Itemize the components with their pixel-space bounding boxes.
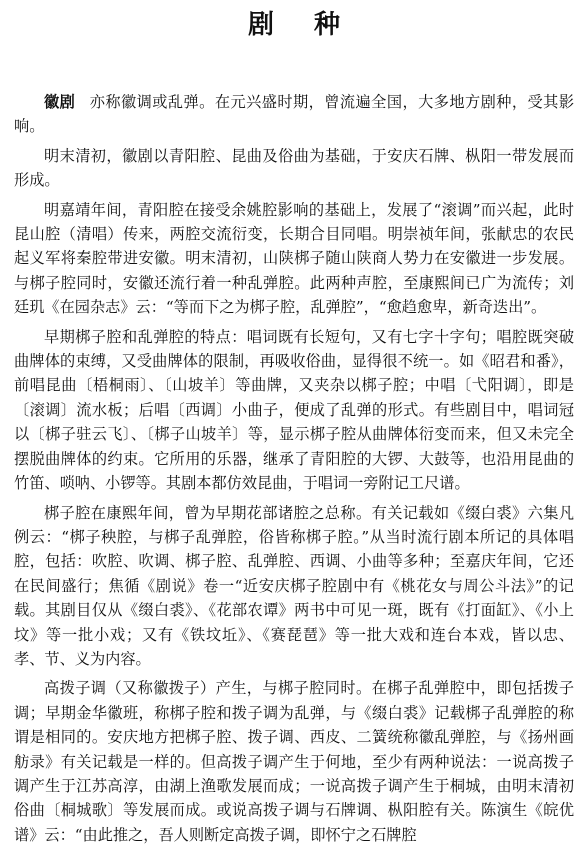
paragraph: 早期梆子腔和乱弹腔的特点：唱词既有长短句，又有七字十字句；唱腔既突破曲牌体的束缚，又受曲牌体的限制，再吸收俗曲，显得很不统一。如《昭君和番》，前唱昆曲〔梧桐雨〕、〔山坡羊〕等曲牌，又夹杂以梆子腔；中唱〔弋阳调〕，即是〔滚调〕流水板；后唱〔西调〕小曲子，便成了乱弹的形式。有些剧目中，唱词冠以〔梆子驻云飞〕、〔梆子山坡羊〕等，显示梆子腔从曲牌体衍变而来，但又未完全摆脱曲牌体的约束。它所用的乐器，继承了青阳腔的大锣、大鼓等，也沿用昆曲的竹笛、唢呐、小锣等。其剧本都仿效昆曲，于唱词一旁附记工尺谱。 — [14, 327, 574, 493]
paragraph-text: 亦称徽调或乱弹。在元兴盛时期，曾流遍全国，大多地方剧种，受其影响。 — [14, 93, 575, 136]
entry-term: 徽剧 — [44, 93, 76, 111]
paragraph: 明嘉靖年间，青阳腔在接受余姚腔影响的基础上，发展了“滚调”而兴起，此时昆山腔（清唱）传来，两腔交流衍变，长期合目同唱。明崇祯年间，张献忠的农民起义军将秦腔带进安徽。明末清初，山陕梆子随山陕商人势力在安徽进一步发展。与梆子腔同时，安徽还流行着一种乱弹腔。此两种声腔，至康熙间已广为流传；刘廷玑《在园杂志》云：“等而下之为梆子腔，乱弹腔”，“愈趋愈卑，新奇迭出”。 — [14, 200, 574, 317]
paragraph-intro — [14, 90, 574, 139]
paragraph: 高拨子调（又称徽拨子）产生，与梆子腔同时。在梆子乱弹腔中，即包括拨子调；早期金华徽班，称梆子腔和拨子调为乱弹，与《缀白裘》记载梆子乱弹腔的称谓是相同的。安庆地方把梆子腔、拨子调、西皮、二簧统称徽乱弹腔，与《扬州画舫录》有关记载是一样的。但高拨子调产生于何地，至少有两种说法：一说高拨子调产生于江苏高淳，由湖上渔歌发展而成；一说高拨子调产生于桐城，由明末清初俗曲〔桐城歌〕等发展而成。或说高拨子调与石牌调、枞阳腔有关。陈演生《皖优谱》云：“由此推之，吾人则断定高拨子调，即怀宁之石牌腔 — [14, 679, 574, 844]
paragraph: 明末清初，徽剧以青阳腔、昆曲及俗曲为基础，于安庆石牌、枞阳一带发展而形成。 — [14, 146, 574, 190]
paragraph: 梆子腔在康熙年间，曾为早期花部诸腔之总称。有关记载如《缀白裘》六集凡例云：“梆子秧腔，与梆子乱弹腔，俗皆称梆子腔。”从当时流行剧本所记的具体唱腔，包括：吹腔、吹调、梆子腔、乱弹腔、西调、小曲等多种；至嘉庆年间，它还在民间盛行；焦循《剧说》卷一“近安庆梆子腔剧中有《桃花女与周公斗法》”的记载。其剧目仅从《缀白裘》、《花部农谭》两书中可见一斑，既有《打面缸》、《小上坟》等一批小戏；又有《铁坟坵》、《赛琵琶》等一批大戏和连台本戏，皆以忠、孝、节、义为内容。 — [14, 503, 574, 668]
page-title: 剧种 — [247, 10, 380, 40]
